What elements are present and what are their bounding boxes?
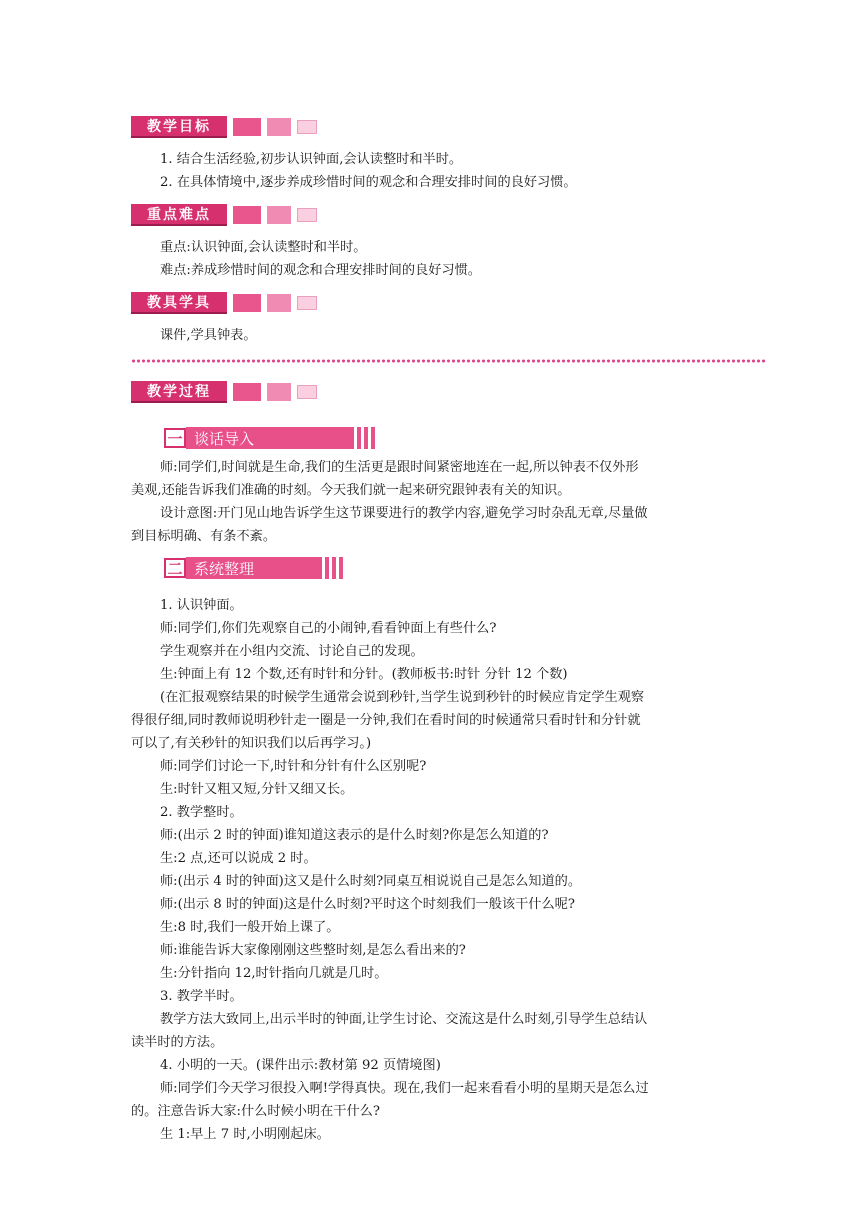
star-divider <box>131 357 767 365</box>
subsection-number: 二 <box>164 558 186 578</box>
decor-square <box>267 383 291 401</box>
paragraph-line: 生:2 点,还可以说成 2 时。 <box>160 851 317 866</box>
paragraph-line: 读半时的方法。 <box>131 1035 224 1050</box>
decor-square <box>267 294 291 312</box>
decor-stripe <box>357 427 361 449</box>
paragraph-line: 教学方法大致同上,出示半时的钟面,让学生讨论、交流这是什么时刻,引导学生总结认 <box>160 1012 648 1027</box>
decor-stripe <box>371 427 375 449</box>
subsection-banner-intro <box>164 427 375 449</box>
paragraph-line: 师:同学们,你们先观察自己的小闹钟,看看钟面上有些什么? <box>160 621 497 636</box>
decor-square <box>297 208 317 222</box>
paragraph-line: 3. 教学半时。 <box>160 989 243 1004</box>
section-header-tools <box>131 292 317 314</box>
paragraph-line: 设计意图:开门见山地告诉学生这节课要进行的教学内容,避免学习时杂乱无章,尽量做 <box>160 506 648 521</box>
decor-square <box>297 120 317 134</box>
paragraph-line: 2. 教学整时。 <box>160 805 243 820</box>
subsection-title: 谈话导入 <box>186 427 354 449</box>
paragraph-line: 学生观察并在小组内交流、讨论自己的发现。 <box>160 644 424 659</box>
subsection-banner-review <box>164 557 343 579</box>
paragraph-line: 生:时针又粗又短,分针又细又长。 <box>160 782 354 797</box>
section-header-goals <box>131 116 317 138</box>
key-point-line: 难点:养成珍惜时间的观念和合理安排时间的良好习惯。 <box>160 263 481 278</box>
paragraph-line: 师:(出示 4 时的钟面)这又是什么时刻?同桌互相说说自己是怎么知道的。 <box>160 874 582 889</box>
paragraph-line: 师:谁能告诉大家像刚刚这些整时刻,是怎么看出来的? <box>160 943 466 958</box>
paragraph-line: 生:钟面上有 12 个数,还有时针和分针。(教师板书:时针 分针 12 个数) <box>160 667 568 682</box>
paragraph-line: 得很仔细,同时教师说明秒针走一圈是一分钟,我们在看时间的时候通常只看时针和分针就 <box>131 713 641 728</box>
paragraph-line: 1. 认识钟面。 <box>160 598 243 613</box>
paragraph-line: 师:(出示 8 时的钟面)这是什么时刻?平时这个时刻我们一般该干什么呢? <box>160 897 575 912</box>
tools-line: 课件,学具钟表。 <box>160 328 257 343</box>
decor-stripe <box>332 557 336 579</box>
paragraph-line: 可以了,有关秒针的知识我们以后再学习。) <box>131 736 372 751</box>
paragraph-line: 师:(出示 2 时的钟面)谁知道这表示的是什么时刻?你是怎么知道的? <box>160 828 549 843</box>
decor-square <box>267 118 291 136</box>
section-header-process <box>131 381 317 403</box>
decor-square <box>233 294 261 312</box>
section-title: 教具学具 <box>131 292 227 314</box>
goal-line: 1. 结合生活经验,初步认识钟面,会认读整时和半时。 <box>160 152 463 167</box>
paragraph-line: 到目标明确、有条不紊。 <box>131 529 277 544</box>
decor-square <box>233 383 261 401</box>
paragraph-line: 的。注意告诉大家:什么时候小明在干什么? <box>131 1104 380 1119</box>
decor-square <box>297 296 317 310</box>
decor-square <box>297 385 317 399</box>
paragraph-line: 美观,还能告诉我们准确的时刻。今天我们就一起来研究跟钟表有关的知识。 <box>131 483 571 498</box>
paragraph-line: 师:同学们今天学习很投入啊!学得真快。现在,我们一起来看看小明的星期天是怎么过 <box>160 1081 649 1096</box>
section-title: 教学过程 <box>131 381 227 403</box>
paragraph-line: (在汇报观察结果的时候学生通常会说到秒针,当学生说到秒针的时候应肯定学生观察 <box>160 690 645 705</box>
paragraph-line: 师:同学们讨论一下,时针和分针有什么区别呢? <box>160 759 427 774</box>
paragraph-line: 师:同学们,时间就是生命,我们的生活更是跟时间紧密地连在一起,所以钟表不仅外形 <box>160 460 639 475</box>
decor-stripe <box>325 557 329 579</box>
decor-square <box>267 206 291 224</box>
section-title: 教学目标 <box>131 116 227 138</box>
paragraph-line: 生:8 时,我们一般开始上课了。 <box>160 920 340 935</box>
section-title: 重点难点 <box>131 204 227 226</box>
section-header-key-points <box>131 204 317 226</box>
key-point-line: 重点:认识钟面,会认读整时和半时。 <box>160 240 367 255</box>
decor-stripe <box>339 557 343 579</box>
decor-square <box>233 118 261 136</box>
subsection-number: 一 <box>164 428 186 448</box>
goal-line: 2. 在具体情境中,逐步养成珍惜时间的观念和合理安排时间的良好习惯。 <box>160 175 577 190</box>
decor-square <box>233 206 261 224</box>
subsection-title: 系统整理 <box>186 557 322 579</box>
paragraph-line: 生:分针指向 12,时针指向几就是几时。 <box>160 966 388 981</box>
decor-stripe <box>364 427 368 449</box>
paragraph-line: 4. 小明的一天。(课件出示:教材第 92 页情境图) <box>160 1058 441 1073</box>
paragraph-line: 生 1:早上 7 时,小明刚起床。 <box>160 1127 330 1142</box>
